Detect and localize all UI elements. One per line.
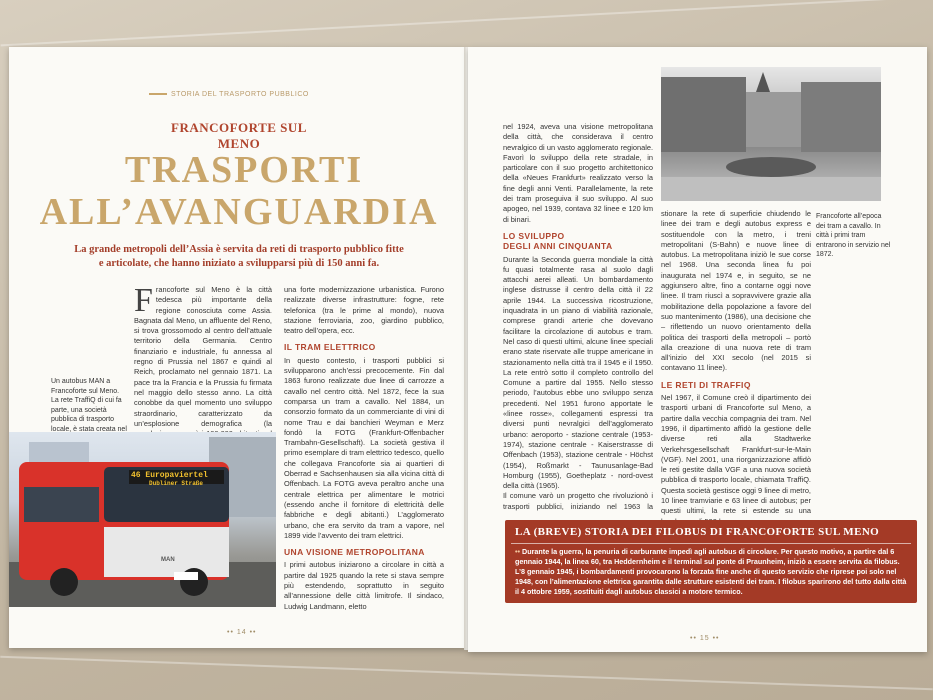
left-page	[9, 47, 466, 648]
drop-cap: F	[134, 282, 153, 319]
right-column-2: stionare la rete di superficie chiudendo le linee dei tram e degli autobus express e sostituendole con la metro, i treni metropolitani (S-Bahn) e nuove linee di autobus. La metropolitana iniziò le sue corse nel 1968. Una seconda linea fu poi inaugurata nel 1974 e, in seguito, se ne aggiunsero altre, fino a contarne oggi nove linee. Il tram riuscì a sopravvivere grazie alla mobilitazione della popolazione a favore del suo mantenimento (1986), una decisione che – riflettendo un nuovo orientamento della politica dei trasporti della metropoli – portò alla creazione di una nuova rete di tram all’inizio del XXI secolo (nel 2015 si contavano 11 linee). LE RETI DI TRAFFIQ Nel 1967, il Comune creò il dipartimento dei trasporti urbani di Francoforte sul Meno, a partire dalla vecchia compagnia dei tram. Nel 1996, il dipartimento affidò la gestione delle diverse reti alla Stadtwerke Verkehrsgesellschaft Frankfurt-sur-le-Main (VGF). Nel 2001, una riorganizzazione affidò le reti gestite dalla VGF a una nuova società pubblica di trasporto locale, chiamata TraffiQ. Questa società gestisce oggi 9 linee di metro, 10 linee tramviarie e 63 linee di autobus; per questi ultimi, la rete si estende su una	[661, 209, 811, 516]
right-column-1: nel 1924, aveva una visione metropolitana della città, che considerava il centro nevralgico di un vasto agglomerato regionale. Favorì lo sviluppo della rete stradale, in particolare con il suo progetto architettonico della «Neues Frankfurt» realizzato verso la fine degli anni Venti. Parallelamente, la rete dei tram proseguiva il suo sviluppo. Al suo apogeo, nel 1939, contava 32 linee e 120 km di binari. LO SVILUPPO DEGLI ANNI CINQUANTA Durante la Seconda guerra mondiale la città fu quasi totalmente rasa al suolo dagli attacchi aerei alleati. Un bombardamento inglese distrusse il centro della città il 22 aprile 1944. La successiva ricostruzione, inquadrata in un piano di viabilità razionale, comprese grandi arterie che dovevano facilitare la circolazione di autobus e tram. Nel caso di questi ultimi, alcune linee speciali erano state riservate alle truppe americane in stazionamento nella città tra il 1945 e il 1950. La rete entrò sotto il completo controllo del Comune a partire dal 1955. Nello stesso periodo, l’autobus ebbe uno sviluppo senza precedenti. Nel 1951 furono apportate le «linee rosse», collegamenti espressi tra diversi punti nevralgici dell’agglomerato urbano: aeroporto - stazione centrale (1953-1974), stazione centrale - Kaiserstrasse di Offenbach (1953), stazione centrale - Höchst (1954), Roßmarkt - Taunusanlage-Bad Homburg (1955), Goetheplatz - nord-ovest della città (1965). Il comune varò un progetto che rivoluzionò i trasporti pubblici, iniziando nel 1963 la	[503, 122, 653, 511]
section-heading-fifties: LO SVILUPPO DEGLI ANNI CINQUANTA	[503, 230, 613, 252]
article-subhead: FRANCOFORTE SUL MENO	[171, 120, 307, 151]
historic-square-illustration	[661, 67, 881, 201]
article-title-line1: TRASPORTI	[124, 149, 364, 191]
section-heading-metro: UNA VISIONE METROPOLITANA	[284, 547, 425, 558]
column-2: una forte modernizzazione urbanistica. Furono realizzate diverse infrastrutture: fogne, rete telefonica (tra le prime al mondo), nuova stazione ferroviaria, zoo, giardino pubblico, teatro dell’opera, ecc. IL TRAM ELETTRICO In questo contesto, i trasporti pubblici si svilupparono anch’essi precocemente. Fin dal 1863 furono realizzate due linee di carrozze a cavallo nel centro città. Nel 1872, fece la sua comparsa un tram a cavallo. Nel 1884, un consorzio formato da un commerciante di vini di nome Trau e dai banchieri Weyman e Merz fondò la FOTG (Frankfurt-Offenbacher Trambahn-Gesellschaft). La società gestiva il primo esemplare di tram elettrico tedesco, quello che collegava Francoforte sia ai quartieri di Oberrad e Sachsenhausen sia alla vicina città di Offenbach. La FOTG aveva peraltro anche una centrale elettrica per alimentare le motrici (essendo anche il fornitore di elettricità delle fabbriche e degli abitanti.) L’agglomerato urbano, che era servito da tram a vapore, nel 1899 vide l’avvento dei tram elettrici. UNA VISIONE METROPOLITANA I primi autobus iniziarono a circolare in città a partire dal 1925 quando la rete si stava sempre più estendendo, soprattutto in seguito all’annessione delle città limitrofe. Il sindaco, Ludwig Landmann, eletto	[284, 285, 444, 611]
filobus-box-text: •• Durante la guerra, la penuria di carburante impedì agli autobus di circolare. Per questo motivo, a partire dal 6 gennaio 1944, la linea 60, tra Heddernheim e il terminal sul ponte di Praunheim, iniziò a essere servita da filobus. L’8 gennaio 1945, i bombardamenti provocarono la forzata fine anche di questo servizio che riprese poi solo nel 1948, con l’alimentazione elettrica garantita dalle strutture esistenti dei tram. I filobus sparirono del tutto dalla città il 4 ottobre 1959, sostituiti dagli autobus classici a motore termico.	[515, 547, 907, 596]
section-heading-tram: IL TRAM ELETTRICO	[284, 342, 376, 353]
bus-photo-caption: Un autobus MAN a Francoforte sul Meno. La rete TraffiQ di cui fa parte, una società pubblica di trasporto locale, è stata creata nel	[51, 378, 127, 433]
article-lead: La grande metropoli dell’Assia è servita da reti di trasporto pubblico fitte e articolate, che hanno iniziato a svilupparsi più di 150 anni fa.	[74, 244, 404, 269]
column-1: Francoforte sul Meno è la città tedesca più importante della regione conosciuta come Assia. Bagnata dal Meno, un affluente del Reno, si trova grossomodo al centro dell’attuale territorio della Germania. Centro finanziario e industriale, fu annessa al regno di Prussia nel 1867 e quindi al Reich, proclamato nel gennaio 1871. La pace tra la Francia e la Prussia fu firmata nel maggio dello stesso anno. La città conobbe da quel momento uno sviluppo straordinario, caratterizzato da un’esplosione demografica (la	[134, 282, 272, 428]
historic-photo-caption: Francoforte all’epoca dei tram a cavallo. In città i primi tram entrarono in servizio nel 1872.	[816, 213, 891, 258]
section-heading-traffiq: LE RETI DI TRAFFIQ	[661, 379, 751, 390]
page-number-left: •• 14 ••	[227, 629, 257, 636]
bus-illustration	[9, 432, 276, 607]
page-number-right: •• 15 ••	[690, 635, 720, 642]
filobus-box-title: LA (BREVE) STORIA DEI FILOBUS DI FRANCOFORTE SUL MENO	[515, 526, 880, 538]
box-divider	[511, 543, 911, 544]
article-title-line2: ALL’AVANGUARDIA	[39, 191, 439, 233]
bus-photo	[9, 432, 276, 607]
historic-photo	[661, 67, 881, 201]
bus-brand-badge: MAN	[161, 557, 175, 563]
bullet-icon: ••	[515, 547, 523, 556]
bus-destination-sign: 46 Europaviertel Dubliner Straße	[131, 471, 208, 487]
section-kicker: STORIA DEL TRASPORTO PUBBLICO	[149, 91, 309, 98]
right-page	[468, 47, 927, 652]
filobus-sidebar-box	[505, 520, 917, 603]
